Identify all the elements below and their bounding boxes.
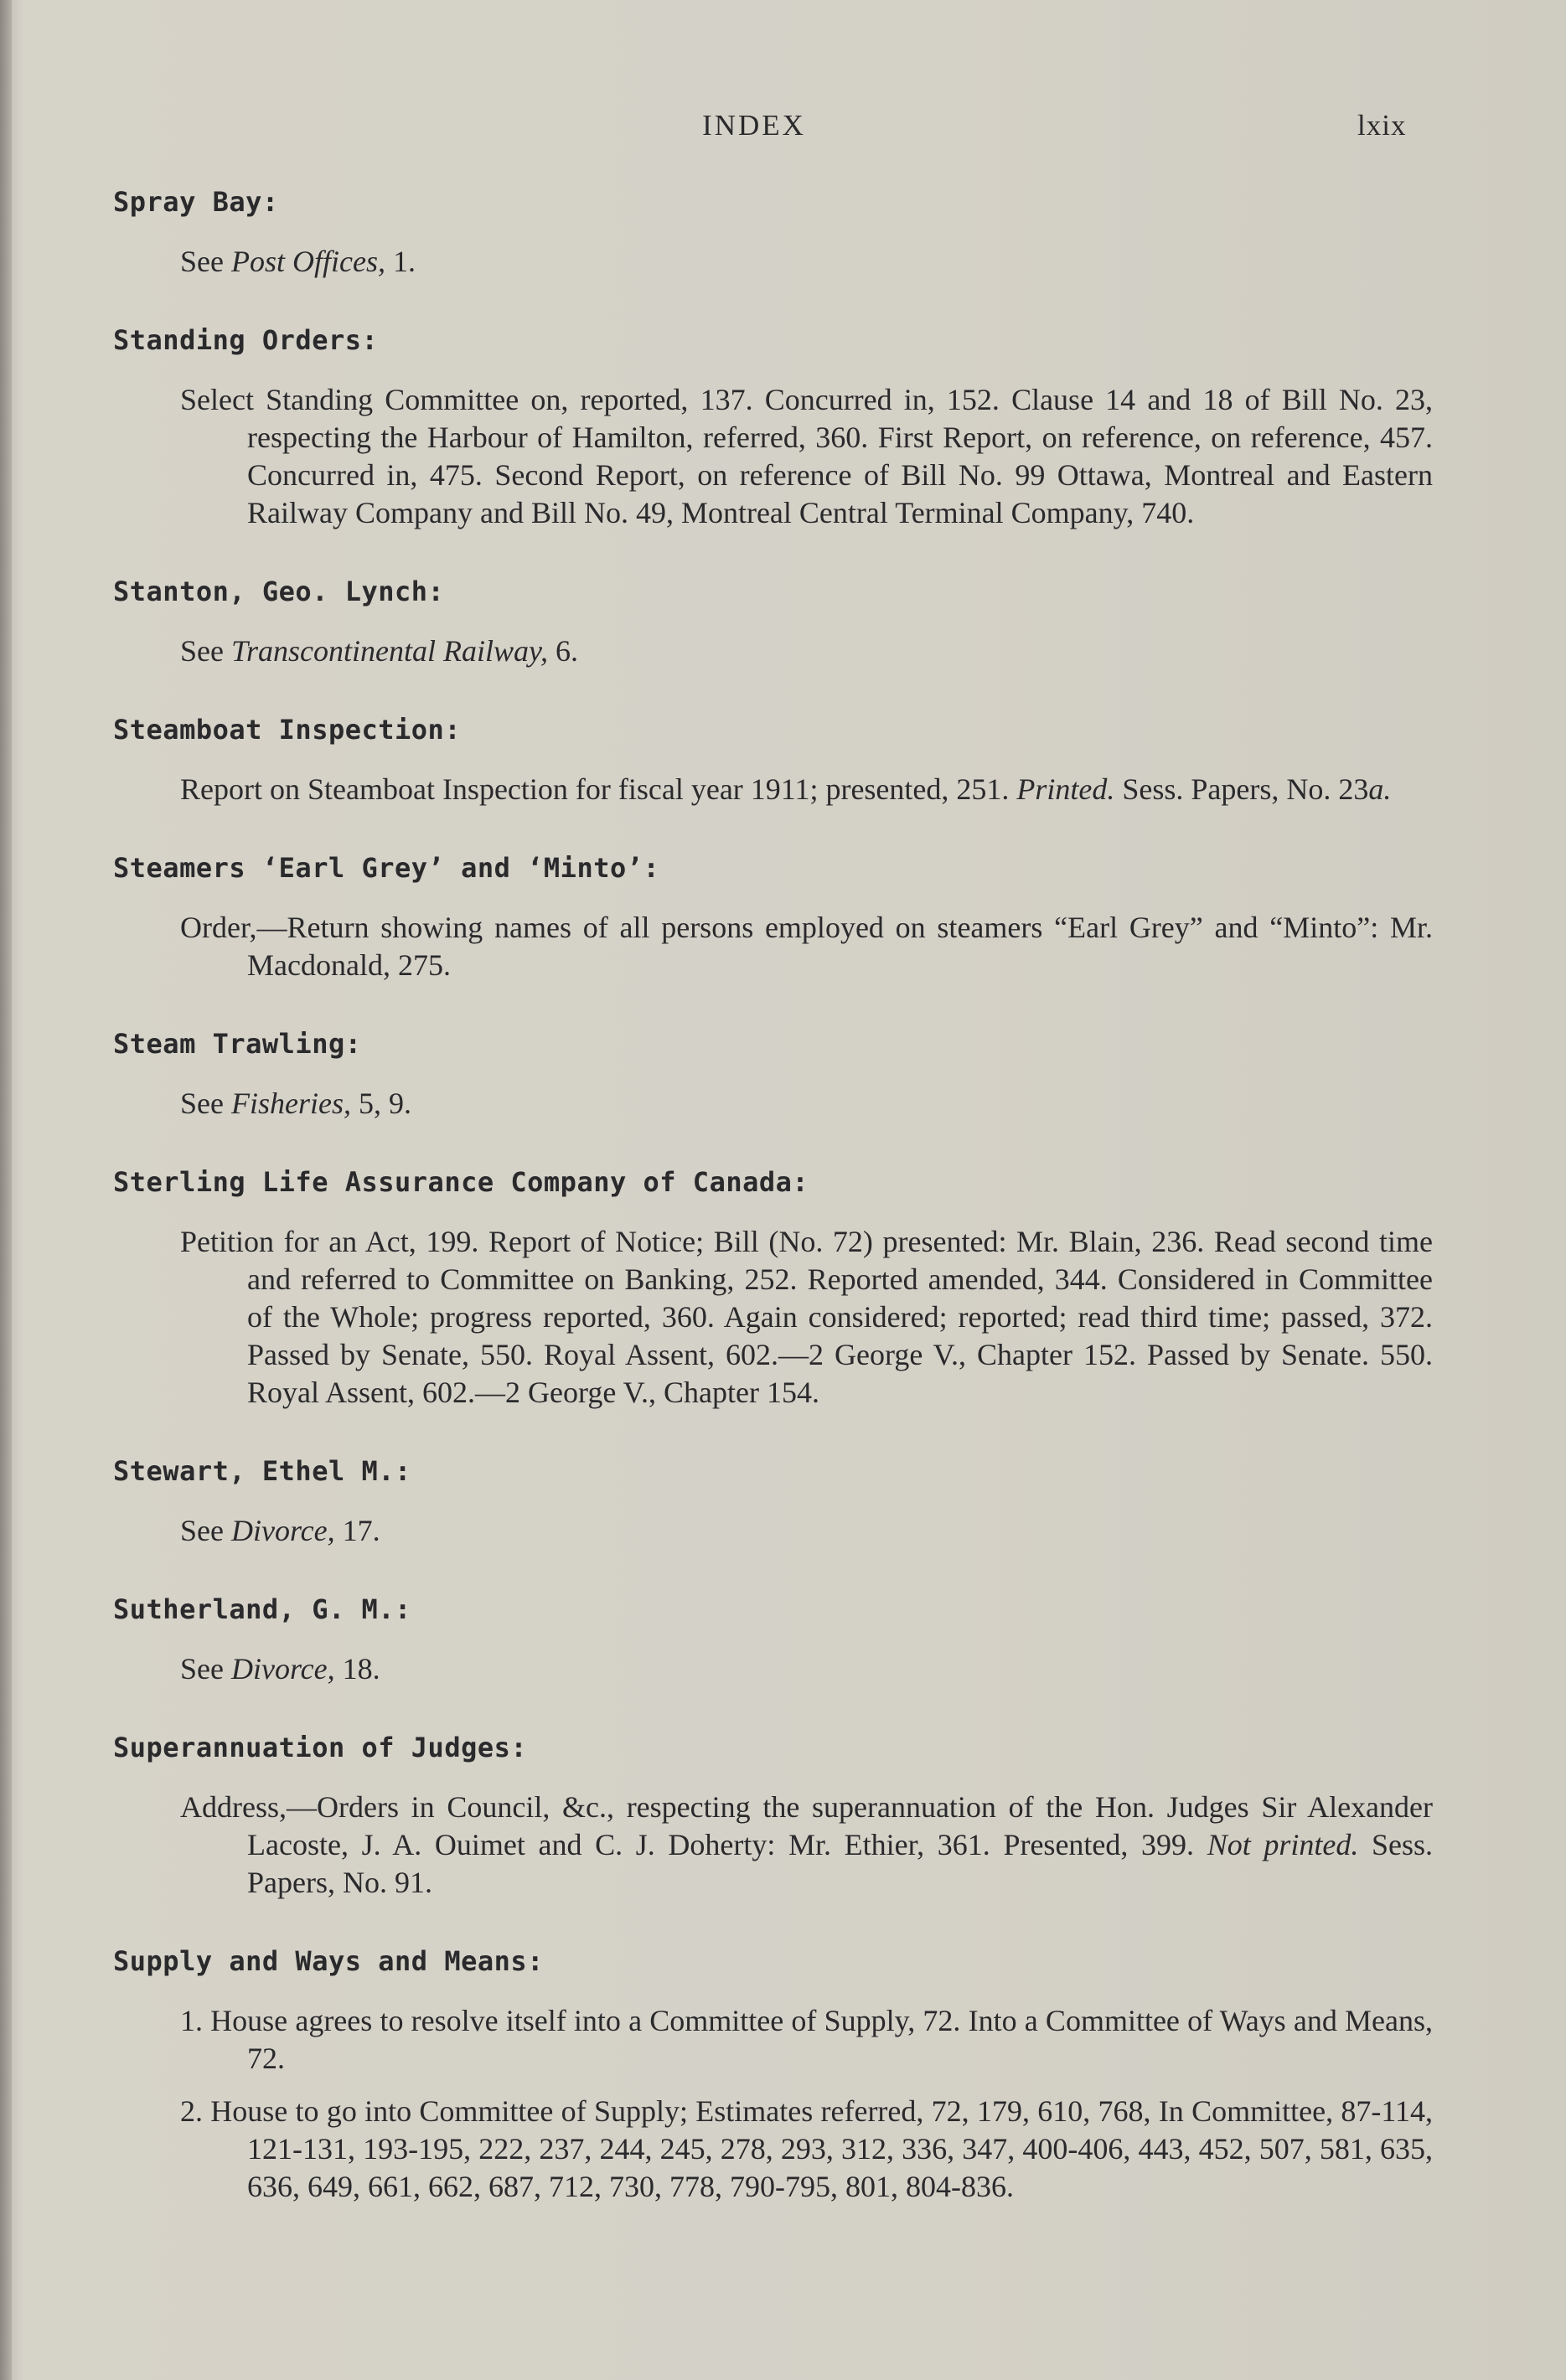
text-run: Report on Steamboat Inspection for fiscal year 1911; presented, 251. [180,772,1017,806]
italic-reference: Post Offices, [230,245,385,278]
index-entry [113,324,1433,532]
entry-text [180,1789,1433,1902]
binding-edge [0,0,12,2380]
index-entry [113,1945,1433,2206]
entry-heading: Steam Trawling: [113,1028,362,1060]
text-run: 1. House agrees to resolve itself into a Committee of Supply, 72. Into a Committee of Ways and Means, 72. [180,2004,1433,2075]
entry-heading: Sutherland, G. M.: [113,1593,411,1625]
entry-heading: Superannuation of Judges: [113,1732,528,1763]
entry-heading: Stanton, Geo. Lynch: [113,576,445,607]
index-entry [113,186,1433,281]
text-run: Order,—Return showing names of all persons employed on steamers “Earl Grey” and “Minto”: Mr. Macdonald, 275. [180,911,1433,982]
text-run: Address,—Orders in Council, &c., respecting the superannuation of the Hon. Judges Sir Alexander Lacoste, J. A. Ouimet and C. J. Doherty: Mr. Ethier, 361. Presented, 399. [180,1790,1433,1861]
italic-reference: Transcontinental Railway, [230,634,549,668]
entry-heading: Spray Bay: [113,186,279,218]
entry-text [180,909,1433,984]
text-run: 6. [548,634,579,668]
text-run: See [180,1652,231,1686]
entry-text [180,771,1433,808]
entry-heading: Stewart, Ethel M.: [113,1455,411,1487]
italic-reference: Divorce, [230,1514,335,1547]
index-entry [113,714,1433,808]
entry-heading: Sterling Life Assurance Company of Canada: [113,1166,809,1198]
entry-text [180,1512,1433,1550]
entry-text [180,1650,1433,1688]
numbered-subentry [180,2002,1433,2078]
entry-text [180,381,1433,532]
text-run: Petition for an Act, 199. Report of Notice; Bill (No. 72) presented: Mr. Blain, 236. Read second time and referred to Committee on Banking, 252. Reported amended, 344. Considered in Committee of the Whole; progress reported, 360. Again considered; reported; read third time; passed, 372. Passed by Senate, 550. Royal Assent, 602.—2 George V., Chapter 152. Passed by Senate. 550. Royal Assent, 602.—2 George V., Chapter 154. [180,1225,1433,1409]
entry-text [180,1223,1433,1412]
index-entry [113,576,1433,670]
italic-reference: Printed. [1016,772,1115,806]
entry-text [180,1085,1433,1123]
italic-reference: a. [1368,772,1392,806]
entry-heading: Supply and Ways and Means: [113,1945,544,1977]
text-run: See [180,634,231,668]
text-run: See [180,1087,231,1120]
text-run: See [180,1514,231,1547]
entry-text [180,632,1433,670]
index-entry [113,1166,1433,1412]
numbered-subentry [180,2093,1433,2206]
italic-reference: Not printed. [1207,1828,1359,1861]
index-entry [113,852,1433,984]
index-entry [113,1593,1433,1688]
entry-heading: Steamboat Inspection: [113,714,462,746]
text-run: 5, 9. [350,1087,411,1120]
entry-heading: Standing Orders: [113,324,379,356]
text-run: 1. [385,245,416,278]
entry-text [180,243,1433,281]
text-run: See [180,245,231,278]
text-run: Sess. Papers, No. 91. [247,1828,1433,1899]
page-number: lxix [1357,109,1407,142]
text-run: Sess. Papers, No. 23 [1114,772,1369,806]
index-entry [113,1028,1433,1123]
index-entry [113,1732,1433,1902]
italic-reference: Fisheries, [230,1087,351,1120]
index-entry [113,1455,1433,1550]
text-run: 17. [334,1514,380,1547]
running-head [0,109,1566,151]
entry-heading: Steamers ‘Earl Grey’ and ‘Minto’: [113,852,660,884]
text-run: Select Standing Committee on, reported, 137. Concurred in, 152. Clause 14 and 18 of Bill No. 23, respecting the Harbour of Hamilton, referred, 360. First Report, on reference, on reference, 457. Concurred in, 475. Second Report, on reference of Bill No. 99 Ottawa, Montreal and Eastern Railway Company and Bill No. 49, Montreal Central Terminal Company, 740. [180,383,1433,529]
italic-reference: Divorce, [230,1652,335,1686]
running-title: INDEX [702,109,806,142]
text-run: 2. House to go into Committee of Supply; Estimates referred, 72, 179, 610, 768, In Committee, 87-114, 121-131, 193-195, 222, 237, 244, 245, 278, 293, 312, 336, 347, 400-406, 443, 452, 507, 581, 635, 636, 649, 661, 662, 687, 712, 730, 778, 790-795, 801, 804-836. [180,2094,1433,2203]
index-entries [113,186,1433,2249]
text-run: 18. [334,1652,380,1686]
